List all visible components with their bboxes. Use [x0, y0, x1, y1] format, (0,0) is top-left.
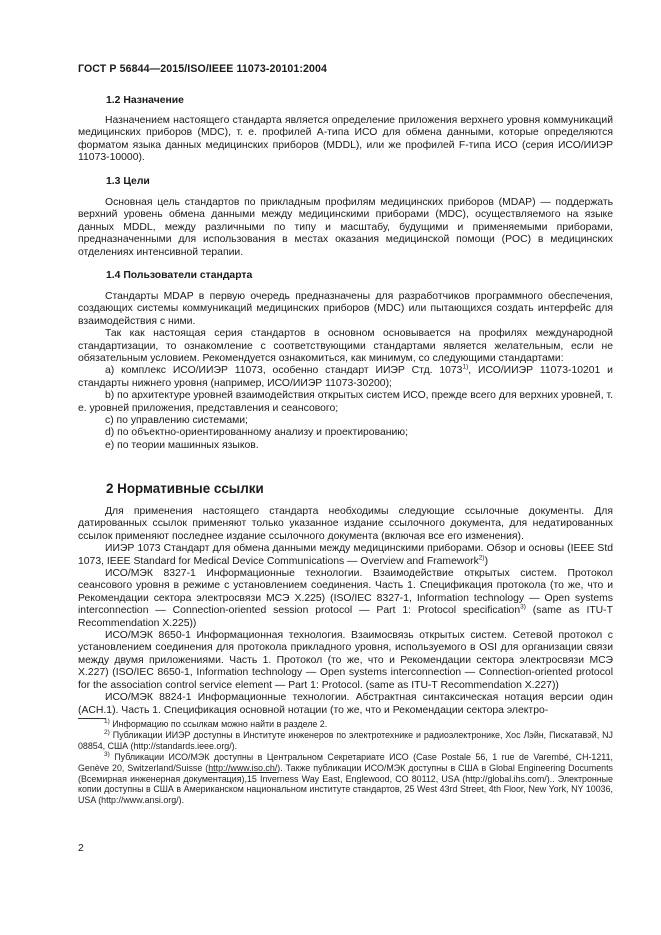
footnote-ref: 3): [520, 603, 526, 611]
list-item-e: e) по теории машинных языков.: [105, 439, 259, 451]
reference-iso-8650-1: ИСО/МЭК 8650-1 Информационная технология. Взаимосвязь открытых систем. Сетевой протокол с установлением соединения для протокола прикладного уровня, используемого в OSI для организации связи между двумя приложениями. Часть 1. Протокол (то же, что и Рекомендации сектора электросвязи МСЭ X.227) (ISO/IEC 8650-1, Information technology — Open systems interconnection — Connection-oriented protocol for the association control service element — Part 1: Protocol. (same as ITU-T Recommendation X.227)): [78, 630, 613, 691]
page-number: 2: [78, 843, 84, 854]
footnote-ref: 1): [462, 363, 469, 371]
iso-link[interactable]: http://www.iso.ch/: [208, 762, 278, 773]
section-1-4-title: 1.4 Пользователи стандарта: [106, 270, 253, 281]
section-2-body: [78, 506, 613, 717]
paragraph: Так как настоящая серия стандартов в основном основывается на профилях международной стандартизации, то ознакомление с соответствующими стандартами является желательным, если не обязательным условием. Рекомендуется ознакомиться, как минимум, со следующими стандартами:: [78, 328, 613, 365]
section-1-2-title: 1.2 Назначение: [106, 95, 184, 106]
paragraph: Основная цель стандартов по прикладным профилям медицинских приборов (MDAP) — поддержать верхний уровень обмена данными между медицинскими приборами (MDC), осуществляемого на языке данных MDDL, между различными по типу и масштабу, будущими и применяемыми приборами, предназначенными для использования в местах оказания медицинской помощи (POC) в медицинских отделениях интенсивной терапии.: [78, 197, 613, 258]
paragraph: Назначением настоящего стандарта является определение приложения верхнего уровня коммуникаций медицинских приборов (MDC), т. е. профилей А-типа ИСО для обмена данными, которые определяются форматом языка данных медицинских приборов (MDDL), или же профилей F-типа ИСО (серия ИСО/ИИЭР 11073-10000).: [78, 115, 613, 164]
reference-iso-8327-1: ИСО/МЭК 8327-1 Информационные технологии. Взаимодействие открытых систем. Протокол сеансового уровня в режиме с установлением соединения. Часть 1. Спецификация протокола (то же, что и Рекомендации сектора электросвязи МСЭ X.225) (ISO/IEC 8327-1, Information technology — Open systems interconnection — Connection-oriented session protocol — Part 1: Protocol specification$^{3)}$ (same as ITU-T Recommendation X.225)): [78, 568, 613, 629]
paragraph: Стандарты MDAP в первую очередь предназначены для разработчиков программного обеспечения, создающих системы коммуникаций медицинских приборов (MDC) или пытающихся создать интерфейс для взаимодействия с ними.: [78, 291, 613, 327]
footnote-ref: 2): [478, 554, 485, 562]
list-item-d: d) по объектно-ориентированному анализу и проектированию;: [105, 427, 408, 439]
section-2-title: 2 Нормативные ссылки: [106, 481, 264, 496]
footnote-1: $^{1)}$ Информацию по ссылкам можно найти в разделе 2.: [104, 718, 328, 729]
section-1-3-body: [78, 197, 613, 259]
list-item-b: b) по архитектуре уровней взаимодействия открытых систем ИСО, прежде всего для верхних уровней, т. е. уровней приложения, представления и сеансового;: [78, 390, 613, 414]
section-1-3-title: 1.3 Цели: [106, 176, 150, 187]
footnote-2: $^{2)}$ Публикации ИИЭР доступны в Институте инженеров по электротехнике и радиоэлектронике, Хос Лэйн, Пискатавэй, NJ 08854, США (http://standards.ieee.org/).: [78, 728, 613, 751]
list-item-a: а) комплекс ИСО/ИИЭР 11073, особенно стандарт ИИЭР Стд. 1073$^{1)}$, ИСО/ИИЭР 11073-10201 и стандарты нижнего уровня (например, ИСО/ИИЭР 11073-30200);: [78, 363, 613, 389]
section-1-4-body: [78, 291, 613, 452]
footnotes: [78, 719, 613, 806]
list-item-c: c) по управлению системами;: [105, 415, 248, 427]
section-1-2-body: [78, 115, 613, 165]
running-header: ГОСТ Р 56844—2015/ISO/IEEE 11073-20101:2004: [78, 63, 328, 75]
paragraph: Для применения настоящего стандарта необходимы следующие ссылочные документы. Для датированных ссылок применяют только указанное издание ссылочного документа, для недатированных ссылок применяют последнее издание ссылочного документа (включая все его изменения).: [78, 506, 613, 542]
footnote-3: $^{3)}$ Публикации ИСО/МЭК доступны в Центральном Секретариате ИСО (Case Postale 56, 1 rue de Varembé, CH-1211, Genève 20, Switzerland/Suisse (http://www.iso.ch/). Также публикации ИСО/МЭК доступны в США в Global Engineering Documents (Всемирная инженерная документация),15 Inverness Way East, Englewood, CO 80112, USA (http://global.ihs.com/).. Электронные копии доступны в США в Американском национальном институте стандартов, 25 West 43rd Street, 4th Floor, New York, NY 10036, USA (http://www.ansi.org/).: [78, 750, 613, 806]
reference-iso-8824-1: ИСО/МЭК 8824-1 Информационные технологии. Абстрактная синтаксическая нотация версии один (ACH.1). Часть 1. Спецификация основной нотации (то же, что и Рекомендации сектора электро-: [78, 692, 613, 716]
reference-ieee-1073: ИИЭР 1073 Стандарт для обмена данными между медицинскими приборами. Обзор и основы (IEEE Std 1073, IEEE Standard for Medical Device Communications — Overview and Framework$^{2)}$): [78, 543, 613, 567]
